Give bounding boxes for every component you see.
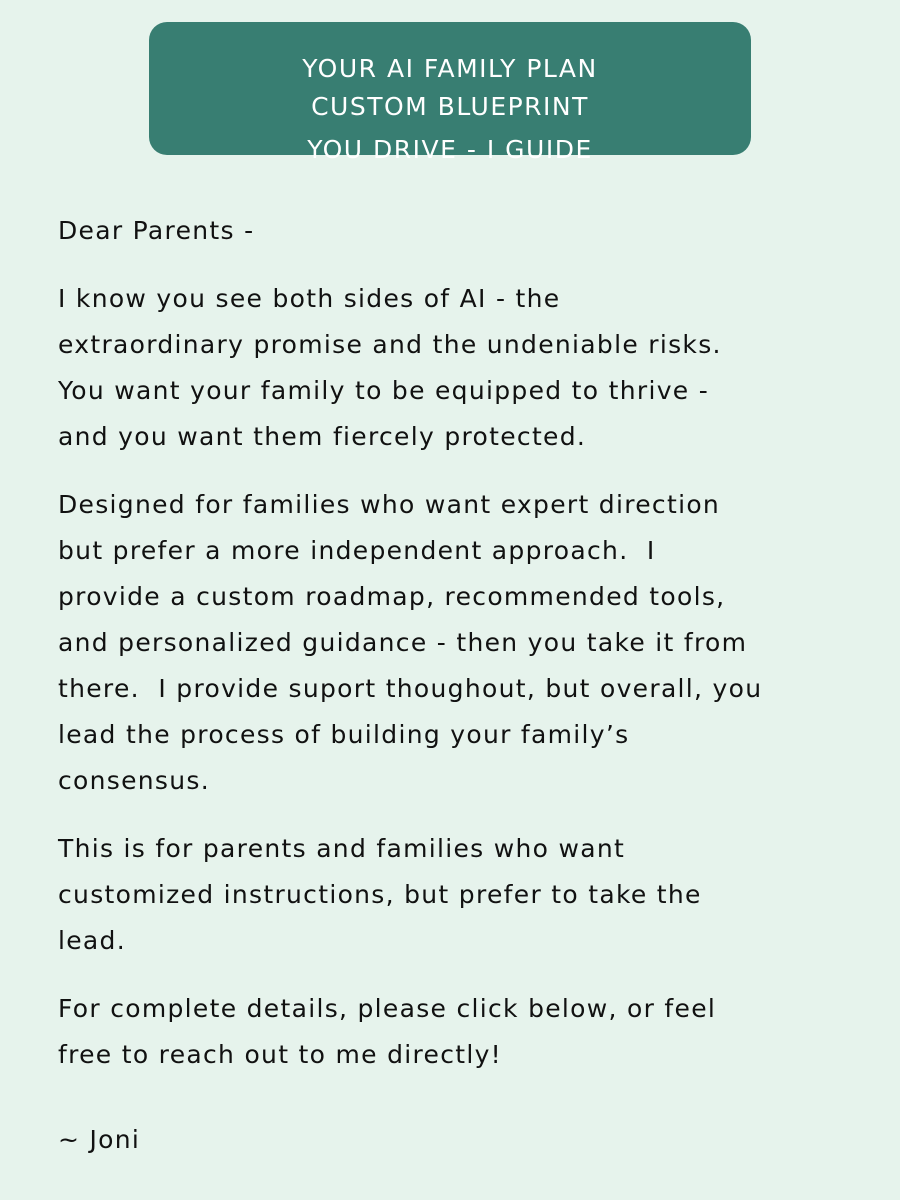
banner-tagline: YOU DRIVE - I GUIDE [307,135,593,164]
paragraph-line: lead. [58,926,126,955]
paragraph-line: You want your family to be equipped to thrive - [58,376,710,405]
paragraph-line: consensus. [58,766,210,795]
paragraph-line: provide a custom roadmap, recommended tools, [58,582,726,611]
paragraph-line: lead the process of building your family’s [58,720,630,749]
banner-title: YOUR AI FAMILY PLAN [302,54,598,83]
paragraph-line: free to reach out to me directly! [58,1040,502,1069]
paragraph-line: and you want them fiercely protected. [58,422,587,451]
paragraph-line: Designed for families who want expert direction [58,490,721,519]
paragraph-line: there. I provide suport thoughout, but overall, you [58,674,763,703]
banner-subtitle: CUSTOM BLUEPRINT [311,92,589,121]
paragraph-line: I know you see both sides of AI - the [58,284,561,313]
greeting [58,208,888,254]
signature-text: ~ Joni [58,1125,141,1154]
letter-body [58,208,888,1163]
paragraph-2 [58,482,888,804]
greeting-text: Dear Parents - [58,216,255,245]
signature [58,1117,888,1163]
paragraph-1 [58,276,888,460]
paragraph-line: extraordinary promise and the undeniable risks. [58,330,722,359]
paragraph-line: and personalized guidance - then you take it from [58,628,748,657]
paragraph-line: customized instructions, but prefer to take the [58,880,702,909]
paragraph-line: but prefer a more independent approach. I [58,536,656,565]
paragraph-4 [58,986,888,1078]
title-banner [149,22,751,164]
paragraph-line: This is for parents and families who want [58,834,626,863]
paragraph-3 [58,826,888,964]
paragraph-line: For complete details, please click below, or feel [58,994,717,1023]
